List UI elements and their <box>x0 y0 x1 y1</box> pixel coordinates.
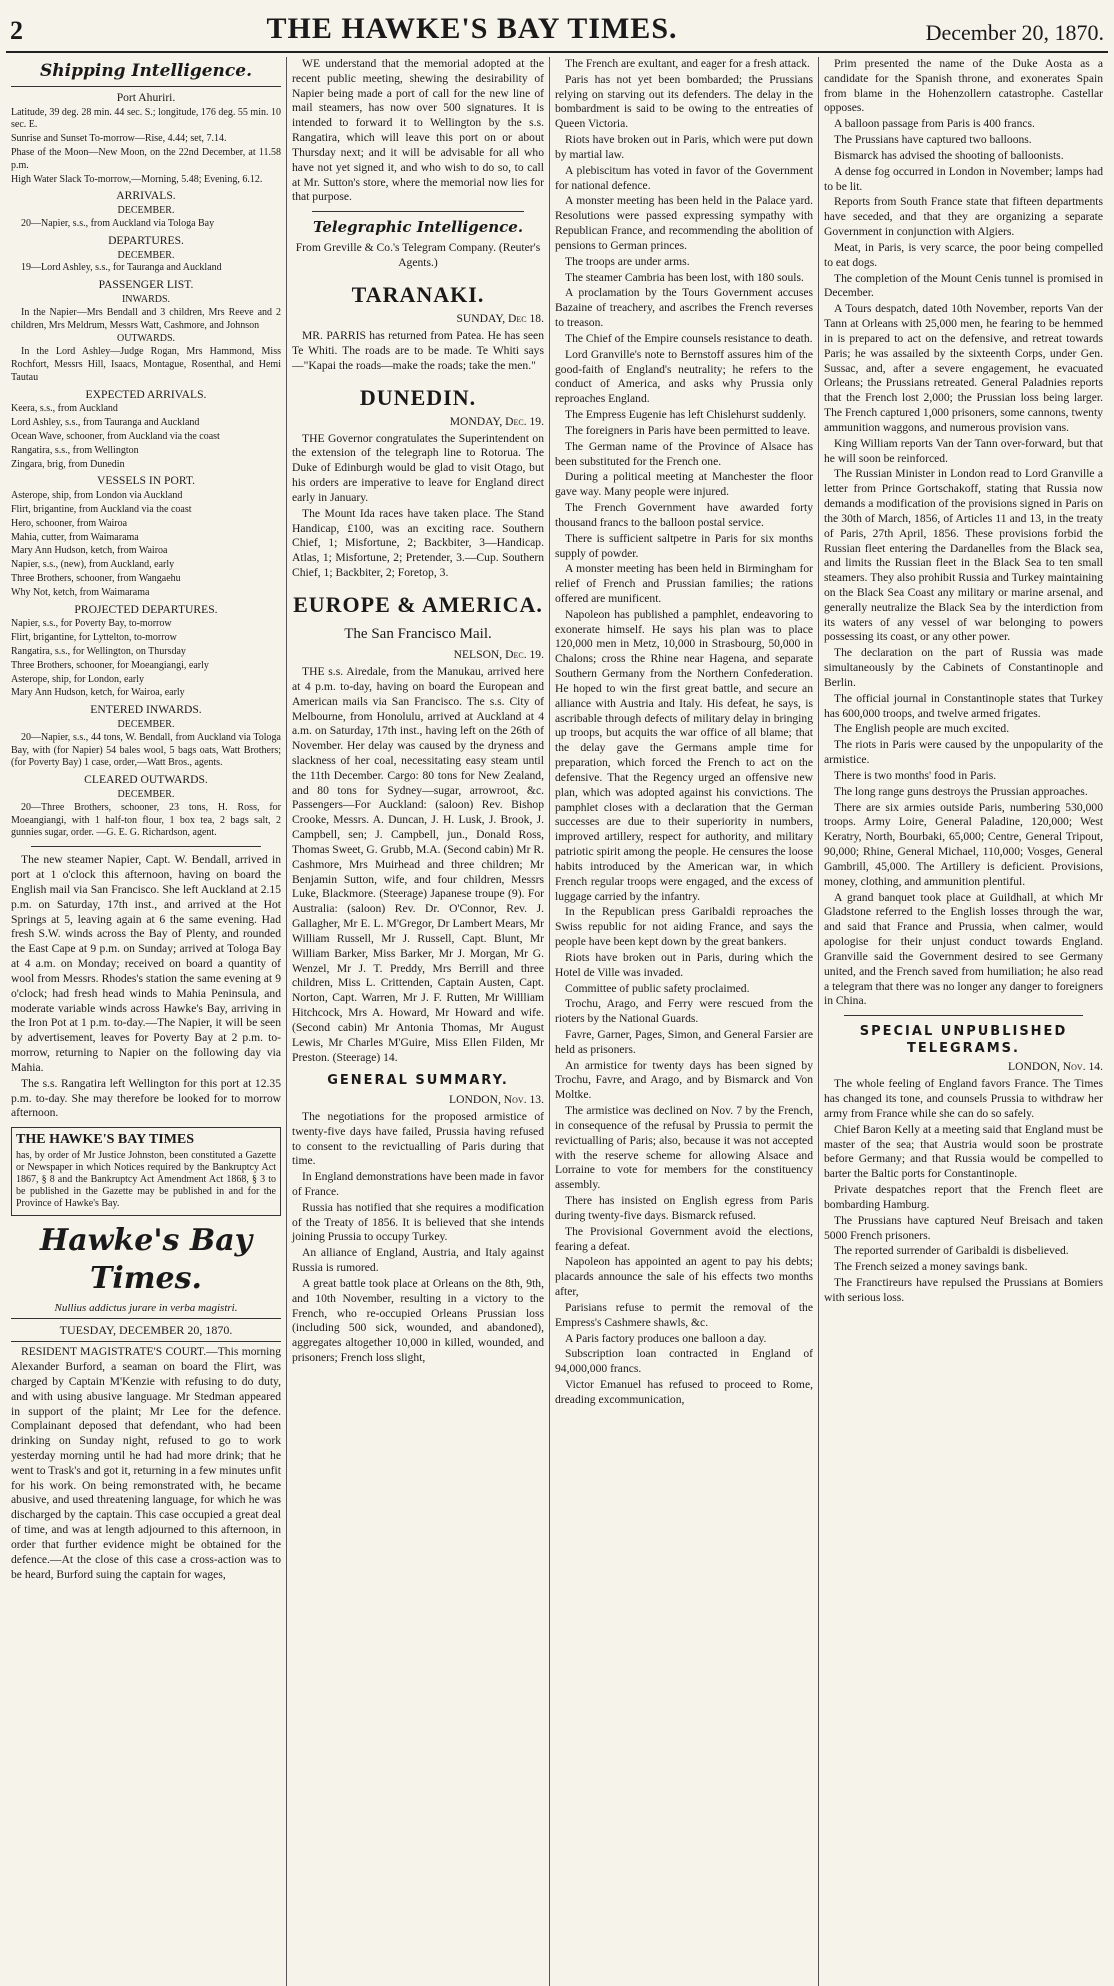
astro-line: High Water Slack To-morrow,—Morning, 5.48; Evening, 6.12. <box>11 173 263 185</box>
editorial-masthead: Hawke's Bay Times. <box>39 1222 253 1297</box>
telegram-paragraph: The whole feeling of England favors France. The Times has changed its tone, and counsels Prussia to withdraw her army from France while she can do so safely. <box>824 1077 1103 1120</box>
list-item: Rangatira, s.s., from Wellington <box>11 444 139 456</box>
cleared-heading: CLEARED OUTWARDS. <box>84 773 208 787</box>
news-paragraph: A grand banquet took place at Guildhall, at which Mr Gladstone referred to the English losses through the war, and said that France and Prussia, when calmer, would apologise for their unjust conduct towards England. Granville said the Government desired to see Germany united, and the French saved from humiliation; he also read a telegram that there was no longer any danger to foreigners in China. <box>824 890 1103 1008</box>
newspaper-title: THE HAWKE'S BAY TIMES. <box>266 12 678 45</box>
news-paragraph: A Paris factory produces one balloon a day. <box>565 1331 767 1345</box>
passengers-in: In the Napier—Mrs Bendall and 3 children, Mrs Reeve and 2 children, Mrs Meldrum, Messrs Watt, Cashmore, and Johnson <box>11 306 281 331</box>
month-heading: DECEMBER. <box>117 789 175 801</box>
news-paragraph: In the Republican press Garibaldi reproaches the Swiss republic for not aiding France, and says the people have been kept down by the great bankers. <box>555 905 813 949</box>
passengers-out: In the Lord Ashley—Judge Rogan, Mrs Hammond, Miss Rochfort, Messrs Hill, Isaacs, Montague, Rosenthal, and Hemi Tautau <box>11 346 281 383</box>
news-paragraph: The Chief of the Empire counsels resistance to death. <box>565 331 813 345</box>
outwards-heading: OUTWARDS. <box>116 333 176 345</box>
taranaki-heading: TARANAKI. <box>351 282 485 308</box>
news-paragraph: The Provisional Government avoid the elections, fearing a defeat. <box>555 1224 813 1253</box>
memorial-article: WE understand that the memorial adopted at the recent public meeting, shewing the desirability of Napier being made a port of call for the new line of mail steamers, has now over 500 signatures. It is intended to forward it to Wellington by the s.s. Rangatira, which will leave this port on or about Thursday next; and it will be advisable for all who have not yet signed it, and who wish to do so, to call at Mr. Sutton's store, where the memorial now lies for that purpose. <box>292 57 544 204</box>
news-paragraph: A balloon passage from Paris is 400 francs. <box>834 117 1035 131</box>
list-item: Napier, s.s., for Poverty Bay, to-morrow <box>11 618 172 630</box>
news-paragraph: A plebiscitum has voted in favor of the Government for national defence. <box>555 163 813 192</box>
news-paragraph: The steamer Cambria has been lost, with 180 souls. <box>565 270 804 284</box>
europe-heading: EUROPE & AMERICA. <box>293 591 543 617</box>
port-heading: Port Ahuriri. <box>116 90 176 104</box>
news-paragraph: Reports from South France state that fifteen departments have seceded, and that they are organizing a separate Government in conjunction with Algiers. <box>824 195 1103 239</box>
news-paragraph: Lord Granville's note to Bernstoff assures him of the good-faith of England's neutrality; he refers to the conduct of America, and asks why Prussia only reproaches England. <box>555 347 813 406</box>
general-summary-heading: GENERAL SUMMARY. <box>327 1073 509 1089</box>
sfmail-date: NELSON, Dec. 19. <box>453 648 544 662</box>
dunedin-text: The Mount Ida races have taken place. The Stand Handicap, £100, was an exciting race. Southern Chief, 1; Misfortune, 2; Backbiter, 3—Handicap. Atlas, 1; Misfortune, 2; Pretender, 3.—Cup. Southern Chief, 1; Backbiter, 2; Foretop, 3. <box>292 506 544 580</box>
telegram-paragraph: The Prussians have captured Neuf Breisach and taken 5000 French prisoners. <box>824 1213 1103 1242</box>
list-item: Ocean Wave, schooner, from Auckland via the coast <box>11 431 220 443</box>
news-paragraph: A dense fog occurred in London in November; lamps had to be lit. <box>824 164 1103 193</box>
list-item: Three Brothers, schooner, for Moeangiangi, early <box>11 659 209 671</box>
sfmail-text: THE s.s. Airedale, from the Manukau, arrived here at 4 p.m. to-day, having on board the European and American mails via San Francisco. The s.s. City of Melbourne, from Honolulu, arrived at Auckland at 4 a.m. on Saturday, 17th inst., having left on the 26th of November. Her delay was caused by the dryness and slackness of her coal, necessitating easy steam until the 11th December. Cargo: 80 tons for New Zealand, and 80 tons for Sydney—sugar, arrowroot, &c. Passengers—For Auckland: (saloon) Rev. Bishop Crooke, Messrs. A. Duncan, J. H. Lusk, J. Brook, J. Campbell, sen; J. Campbell, jun., Donald Ross, Thomas Sweet, G. Grubb, M.A. (Second cabin) Mr R. Cashmore, Mrs Muirhead and three children; Mr Benjamin Sutton, wife, and four children, Messrs Luke, Blackmore. (Steerage) Japanese troupe (9). For Australia: (saloon) Rev. Dr. O'Connor, Rev. J. Gallagher, Mr E. L. M'Gregor, Dr Lambert Mears, Mr William Russell, Mr J. Russell, Capt. Blunt, Mr William Barker, Miss Barker, Mr J. Morgan, Mr G. Wenzel, Mr J. T. Preddy, Mrs Berrill and three children, Miss L. Crittenden, Captain Austen, Capt. Norton, Capt. Warren, Mr J. F. Rutten, Mr Willliam Hitchcock, Mrs A. Howard, Mr Howard and wife. (Second cabin) Mr Antonia Thomas, Mr August Lewis, Mr Charles M'Guire, Miss Ellen Filden, Mr Preston. (Steerage) 14. <box>292 665 544 1064</box>
news-paragraph: Bismarck has advised the shooting of balloonists. <box>834 148 1064 162</box>
list-item: Napier, s.s., (new), from Auckland, early <box>11 559 175 571</box>
taranaki-date: SUNDAY, Dec 18. <box>456 312 544 326</box>
news-paragraph: Riots have broken out in Paris, during which the Hotel de Ville was invaded. <box>555 950 813 979</box>
telegraphic-heading: Telegraphic Intelligence. <box>312 218 524 237</box>
telegram-paragraph: The French seized a money savings bank. <box>834 1260 1028 1274</box>
list-item: Why Not, ketch, from Waimarama <box>11 586 150 598</box>
list-item: Rangatira, s.s., for Wellington, on Thursday <box>11 646 186 658</box>
arrivals-entry: 20—Napier, s.s., from Auckland via Tologa Bay <box>21 217 215 229</box>
news-paragraph: The foreigners in Paris have been permitted to leave. <box>565 423 810 437</box>
list-item: Mary Ann Hudson, ketch, from Wairoa <box>11 545 168 557</box>
news-paragraph: King William reports Van der Tann over-forward, but that he will soon be reinforced. <box>824 436 1103 465</box>
masthead <box>6 0 1108 53</box>
news-paragraph: The troops are under arms. <box>565 254 690 268</box>
dunedin-heading: DUNEDIN. <box>359 384 477 410</box>
news-paragraph: The declaration on the part of Russia was made simultaneously by the Cabinets of Constantinople and Berlin. <box>824 646 1103 689</box>
news-paragraph: A Tours despatch, dated 10th November, reports Van der Tann at Orleans with 25,000 men, he fearing to be hemmed in is prepared to act on the defensive, and retreat towards Paris; he was assailed by the sixteenth Corps, under Gen. Sussac, and, after a severe engagement, he evacuated Orleans; the Prussians retreated. General Paladnies reports that the French lost 2,000; the Prussian loss being larger. The French captured 1,000 prisoners, some cannons, twenty ammunition waggons, and numerous provision vans. <box>824 302 1103 434</box>
news-paragraph: The Prussians have captured two balloons. <box>834 133 1032 147</box>
taranaki-text: MR. PARRIS has returned from Patea. He has seen Te Whiti. The roads are to be made. Te Whiti says—"Kapai the roads—make the roads; take the men." <box>292 329 544 372</box>
news-paragraph: The Empress Eugenie has left Chislehurst suddenly. <box>565 408 807 422</box>
news-paragraph: There are six armies outside Paris, numbering 530,000 troops. Army Loire, General Paladine, 120,000; West Keratry, North, Bourbaki, 65,000; Centre, General Tripout, 90,000; Rhine, General Michael, 110,000; Vosges, General Gambrill, 45,000. The Artillery is deficient. Provisions, money, clothing, and ammunition plentiful. <box>824 800 1103 888</box>
news-paragraph: A proclamation by the Tours Government accuses Bazaine of treachery, and ascribes the French reverses to treason. <box>555 286 813 330</box>
column-4 <box>819 57 1108 1986</box>
list-item: Hero, schooner, from Wairoa <box>11 517 128 529</box>
entered-heading: ENTERED INWARDS. <box>90 703 202 717</box>
cleared-entry: 20—Three Brothers, schooner, 23 tons, H. Ross, for Moeangiangi, with 1 half-ton flour, 1 box tea, 2 bags salt, 2 gunnies sugar, order. —G. E. G. Richardson, agent. <box>11 801 281 839</box>
news-paragraph: Napoleon has appointed an agent to pay his debts; placards announce the sale of his effects two months after, <box>555 1255 813 1299</box>
list-item: Zingara, brig, from Dunedin <box>11 458 125 470</box>
projected-heading: PROJECTED DEPARTURES. <box>74 602 218 616</box>
news-paragraph: Committee of public safety proclaimed. <box>565 981 750 995</box>
news-paragraph: There is sufficient saltpetre in Paris for six months supply of powder. <box>555 531 813 560</box>
news-paragraph: The official journal in Constantinople states that Turkey has 600,000 troops, and twelve armed frigates. <box>824 691 1103 720</box>
astro-list <box>11 107 281 187</box>
inport-heading: VESSELS IN PORT. <box>97 474 195 488</box>
news-paragraph: The Russian Minister in London read to Lord Granville a letter from Prince Gortschakoff, stating that Russia now demands a modification of the provisions signed in Paris on the 30th of March, 1856, of Articles 11 and 13, in the treaty of Paris, 27th April, 1856. These provisions forbid the Russian fleet entering the Dardanelles from the Black sea, and limits the Russian fleet in the Black Sea to ten small steamers. They also prohibit Russia and Turkey maintaining on the Black Sea Coast any military or marine arsenal, and generally neutralize the Black Sea by the interdiction from its waters of any vessel of war belonging to powers possessing its coast, or any other power. <box>824 467 1103 644</box>
summary-paragraph: Russia has notified that she requires a modification of the Treaty of 1856. It is believed that she intends joining Prussia to occupy Turkey. <box>292 1200 544 1244</box>
departures-heading: DEPARTURES. <box>108 233 184 247</box>
news-paragraph: The armistice was declined on Nov. 7 by the French, in consequence of the refusal by Prussia to permit the revictualling of Paris; also, because it was not accepted with the reserve scheme for allowing Alsace and Lorraine to vote for members for the constituency assembly. <box>555 1104 813 1192</box>
news-paragraph: There has insisted on English egress from Paris during twenty-five days. Bismarck refused. <box>555 1194 813 1222</box>
column-2 <box>287 57 550 1986</box>
news-paragraph: Victor Emanuel has refused to proceed to Rome, dreading excommunication, <box>555 1378 813 1406</box>
issue-date: December 20, 1870. <box>925 20 1104 45</box>
expected-heading: EXPECTED ARRIVALS. <box>85 387 207 401</box>
court-report: RESIDENT MAGISTRATE'S COURT.—This morning Alexander Burford, a seaman on board the Flirt, was charged by Captain M'Kenzie with refusing to do duty, and with using abusive language. Mr Stedman appeared in support of the plaint; Mr Lee for the defence. Complainant deposed that defendant, who had been drinking on Sunday night, refused to go to work yesterday morning until he had had more drink; that he went to Trask's and got it, returning in a few minutes unfit for his work. On being remonstrated with, he became abusive, and used threatening language, for which he was discharged by the captain. This case occupied a great deal of time, and was at length adjourned to this afternoon, in order that further evidence might be obtained for the defence.—At the close of this case a cross-action was to be heard, Burford suing the captain for wages, <box>11 1345 281 1581</box>
page-number: 2 <box>10 16 23 45</box>
news-paragraph: Riots have broken out in Paris, which were put down by martial law. <box>555 133 813 161</box>
news-paragraph: Parisians refuse to permit the removal of the Empress's Cashmere shawls, &c. <box>555 1300 813 1329</box>
list-item: Three Brothers, schooner, from Wangaehu <box>11 573 181 585</box>
projected-list <box>11 618 281 700</box>
news-paragraph: An armistice for twenty days has been signed by Trochu, Favre, and Arago, and by Bismarck and Von Moltke. <box>555 1058 813 1102</box>
list-item: Flirt, brigantine, for Lyttelton, to-morrow <box>11 632 177 644</box>
news-paragraph: Trochu, Arago, and Ferry were rescued from the rioters by the National Guards. <box>555 997 813 1026</box>
news-paragraph: During a political meeting at Manchester the floor gave way. Many people were injured. <box>555 470 813 499</box>
inport-list <box>11 490 281 599</box>
entered-entry: 20—Napier, s.s., 44 tons, W. Bendall, from Auckland via Tologa Bay, with (for Napier) 54 bales wool, 5 bags oats, Watt Brothers; (for Poverty Bay) 1 case, order,—Watt Bros., agents. <box>11 731 281 769</box>
news-paragraph: The long range guns destroys the Prussian approaches. <box>834 784 1088 798</box>
telegram-paragraph: The reported surrender of Garibaldi is disbelieved. <box>834 1244 1069 1258</box>
list-item: Mahia, cutter, from Waimarama <box>11 531 139 543</box>
list-item: Mary Ann Hudson, ketch, for Wairoa, early <box>11 687 185 699</box>
month-heading: DECEMBER. <box>117 249 175 261</box>
astro-line: Sunrise and Sunset To-morrow—Rise, 4.44; set, 7.14. <box>11 133 227 145</box>
passenger-heading: PASSENGER LIST. <box>98 278 194 292</box>
list-item: Asterope, ship, for London, early <box>11 673 145 685</box>
list-item: Lord Ashley, s.s., from Tauranga and Auckland <box>11 417 200 429</box>
inwards-heading: INWARDS. <box>121 294 171 306</box>
news-paragraph: The English people are much excited. <box>834 722 1010 736</box>
notice-title: THE HAWKE'S BAY TIMES <box>16 1132 195 1148</box>
news-paragraph: Favre, Garner, Pages, Simon, and General Farsier are held as prisoners. <box>555 1028 813 1056</box>
news-paragraph: Napoleon has published a pamphlet, endeavoring to exonerate himself. He says his plan was to place 120,000 men in Metz, 10,000 in Strasbourg, 50,000 in Chalons; cross the Rhine near Hagena, and separate Southern Germany from the Northern Confederation. He hoped to win the first great battle, and secure an alliance with Austria and Italy. His defeat, he says, is ascribable through defects of military delay in bringing up troops, but acquits the war office of all blame; that the delay gave the Germans ample time for preparation, which forced the French to act on the defensive. That the Regency urged an offensive new plan, which was adopted against his convictions. The pamphlet closes with a declaration that the German successes are due to their superiority in numbers, improved artillery, respect for authority, and military patriotic spirit among the people. He censures the loose habits introduced by the American war, in which French regular troops were engaged, and the excess of luggage carried by the infantry. <box>555 607 813 903</box>
shipping-heading: Shipping Intelligence. <box>11 61 281 87</box>
summary-paragraph: The negotiations for the proposed armistice of twenty-five days have failed, Prussia having refused to consent to the revictualling of Paris during that time. <box>292 1109 544 1168</box>
departures-entry: 19—Lord Ashley, s.s., for Tauranga and Auckland <box>21 262 222 274</box>
news-paragraph: The riots in Paris were caused by the unpopularity of the armistice. <box>824 738 1103 767</box>
gazette-notice <box>11 1127 281 1216</box>
astro-line: Phase of the Moon—New Moon, on the 22nd December, at 11.58 p.m. <box>11 146 281 171</box>
news-paragraph: The completion of the Mount Cenis tunnel is promised in December. <box>824 271 1103 300</box>
summary-paragraph: An alliance of England, Austria, and Italy against Russia is rumored. <box>292 1246 544 1275</box>
list-item: Flirt, brigantine, from Auckland via the coast <box>11 504 192 516</box>
news-paragraph: A monster meeting has been held in Birmingham for relief of French and Prussian families; the rations offered are munificent. <box>555 562 813 605</box>
expected-list <box>11 403 281 471</box>
news-paragraph: Paris has not yet been bombarded; the Prussians relying on starving out its defenders. The delay in the bombardment is said to be owing to the entreaties of Queen Victoria. <box>555 72 813 131</box>
column-1 <box>6 57 287 1986</box>
column-3 <box>550 57 819 1986</box>
astro-line: Latitude, 39 deg. 28 min. 44 sec. S.; longitude, 176 deg. 55 min. 10 sec. E. <box>11 106 281 131</box>
month-heading: DECEMBER. <box>117 205 175 217</box>
news-paragraph: A monster meeting has been held in the Palace yard. Resolutions were passed expressing sympathy with Republican France, and recommending the abolition of pensions to German princes. <box>555 194 813 252</box>
motto: Nullius addictus jurare in verba magistri. <box>11 1301 281 1319</box>
list-item: Asterope, ship, from London via Auckland <box>11 490 183 502</box>
columns <box>6 57 1108 1986</box>
news-paragraph: Prim presented the name of the Duke Aosta as a candidate for the Spanish throne, and exonerates Spain from blame in the Hohenzollern catastrophe. Castellar opposes. <box>824 57 1103 115</box>
divider <box>844 1015 1083 1016</box>
dunedin-text: THE Governor congratulates the Superintendent on the extension of the telegraph line to Rotorua. The Duke of Edinburgh would be glad to visit Otago, but his orders are imperative to leave for England direct early in January. <box>292 431 544 504</box>
sfmail-heading: The San Francisco Mail. <box>344 626 492 643</box>
news-paragraph: Subscription loan contracted in England of 94,000,000 francs. <box>555 1347 813 1376</box>
arrivals-heading: ARRIVALS. <box>116 189 176 203</box>
dunedin-date: MONDAY, Dec. 19. <box>449 414 544 428</box>
summary-paragraph: In England demonstrations have been made in favor of France. <box>292 1170 544 1198</box>
general-date: LONDON, Nov. 13. <box>449 1093 544 1107</box>
news-paragraph: There is two months' food in Paris. <box>834 768 997 782</box>
shipping-news: The s.s. Rangatira left Wellington for this port at 12.35 p.m. to-day. She may therefore be looked for to morrow afternoon. <box>11 1076 281 1120</box>
list-item: Keera, s.s., from Auckland <box>11 403 118 415</box>
telegram-paragraph: The Franctireurs have repulsed the Prussians at Bomiers with serious loss. <box>824 1276 1103 1304</box>
summary-paragraph: A great battle took place at Orleans on the 8th, 9th, and 10th November, resulting in a victory to the French, who re-occupied Orleans Prussian loss (including 500 sick, wounded, and abandoned), aggregates altogether 10,000 in killed, wounded, and prisoners; French loss slight, <box>292 1276 544 1365</box>
special-telegrams-heading: SPECIAL UNPUBLISHED TELEGRAMS. <box>859 1024 1068 1056</box>
notice-text: has, by order of Mr Justice Johnston, been constituted a Gazette or Newspaper in which Notices required by the Bankruptcy Act 1867, § 8 and the Bankruptcy Act Amendment Act 1868, § 3 to be published in the Gazette may be published in and for the Province of Hawke's Bay. <box>16 1149 276 1209</box>
news-paragraph: The French Government have awarded forty thousand francs to the balloon postal service. <box>555 501 813 529</box>
telegram-source: From Greville & Co.'s Telegram Company. (Reuter's Agents.) <box>295 241 541 270</box>
divider <box>312 211 524 212</box>
shipping-news: The new steamer Napier, Capt. W. Bendall, arrived in port at 1 o'clock this afternoon, having on board the English mail via San Francisco. She left Auckland at 2.15 p.m. on Saturday, 17th inst., and arrived at the Hot Springs at 5, leaving again at 6 the same evening. Had fresh S.W. winds across the Bay of Plenty, and rounded the East Cape at 9 p.m. on Sunday; arrived at Tologa Bay at 4 a.m. on Monday; received on board a quantity of wool from Messrs. Rhodes's station the same evening at 9 o'clock; had fresh head winds to Mahia Peninsula, and moderate variable winds across Hawke's Bay, arriving in the Iron Pot at 1 p.m. to-day.—The Napier, it will be seen by advertisement, leaves for Poverty Bay at 2 p.m. to-morrow, returning to Napier on the following day via Mahia. <box>11 853 281 1074</box>
news-paragraph: Meat, in Paris, is very scarce, the poor being compelled to eat dogs. <box>824 240 1103 269</box>
news-paragraph: The French are exultant, and eager for a fresh attack. <box>565 57 810 70</box>
special-date: LONDON, Nov. 14. <box>1008 1060 1103 1074</box>
telegram-paragraph: Chief Baron Kelly at a meeting said that England must be master of the sea; that Austria would soon be prostrate before Germany; and that Russia would be compelled to barter the Baltic ports for Constantinople. <box>824 1122 1103 1181</box>
month-heading: DECEMBER. <box>117 719 175 731</box>
telegram-paragraph: Private despatches report that the French fleet are bombarding Hamburg. <box>824 1183 1103 1211</box>
news-paragraph: The German name of the Province of Alsace has been substituted for the French one. <box>555 439 813 468</box>
divider <box>31 846 261 847</box>
editorial-dateline: TUESDAY, DECEMBER 20, 1870. <box>11 1320 281 1342</box>
